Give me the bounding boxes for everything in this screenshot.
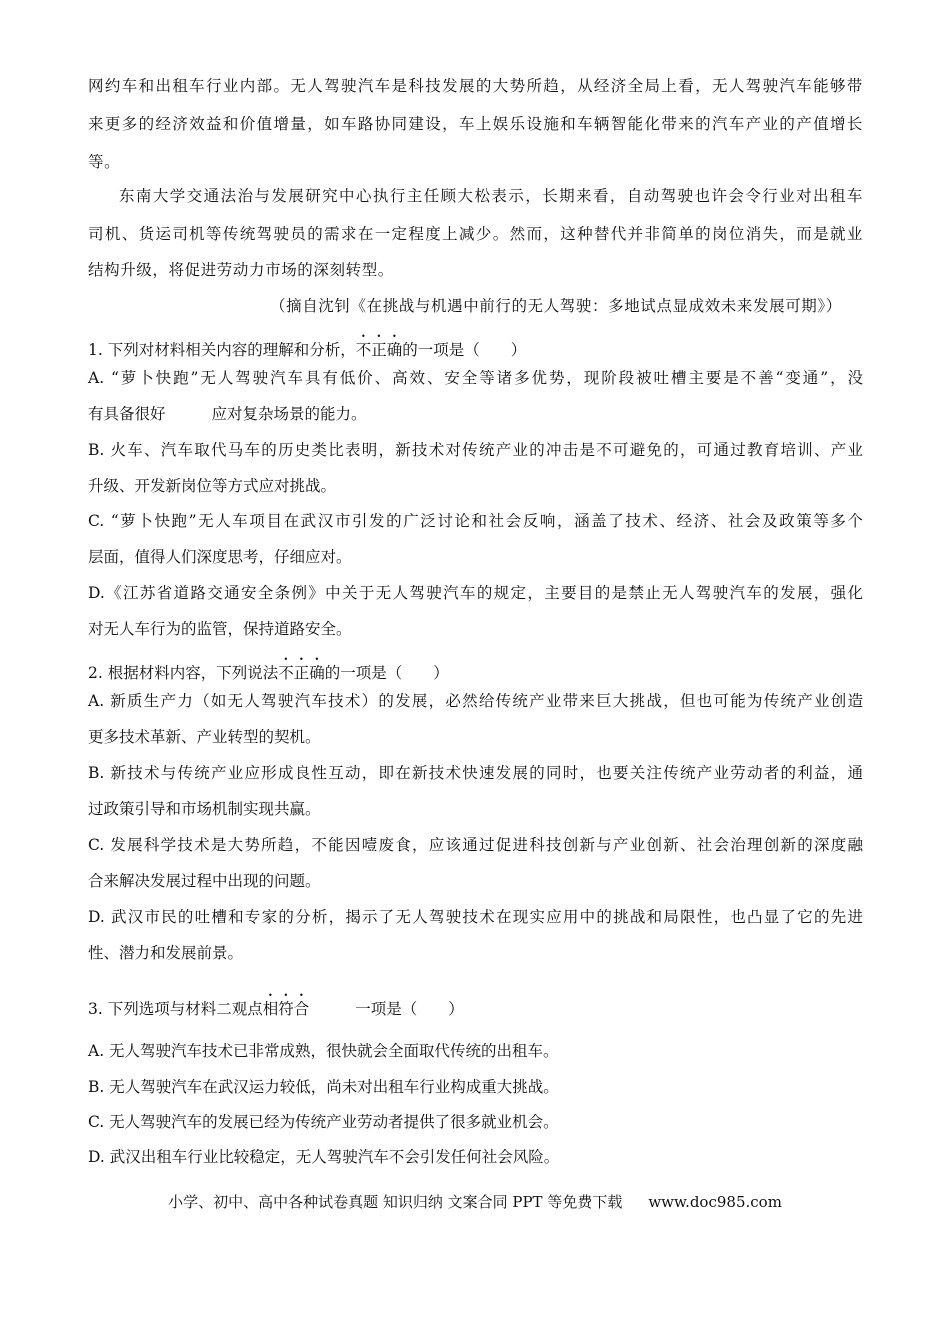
stem-text: 2. 根据材料内容，下列说法 <box>88 664 279 682</box>
emphasis-text: 不正确 <box>278 664 325 682</box>
option-a-cont <box>88 404 863 424</box>
passage-source: （摘自沈钊《在挑战与机遇中前行的无人驾驶：多地试点显成效未来发展可期》） <box>270 297 842 315</box>
passage-line: 结构升级，将促进劳动力市场的深刻转型。 <box>88 261 394 279</box>
option-b-cont: 升级、开发新岗位等方式应对挑战。 <box>88 477 337 495</box>
stem-text: 1. 下列对材料相关内容的理解和分析， <box>88 341 356 359</box>
question-1-stem <box>88 332 863 360</box>
option-c-cont: 合来解决发展过程中出现的问题。 <box>88 872 321 890</box>
emphasis-text: 相符合 <box>262 1000 310 1018</box>
footer-text: 小学、初中、高中各种试卷真题 知识归纳 文案合同 PPT 等免费下载 <box>168 1193 623 1211</box>
emphasis-text: 不正确 <box>355 341 403 359</box>
option-b: B. 火车、汽车取代马车的历史类比表明，新技术对传统产业的冲击是不可避免的，可通过教育培训、产业 <box>88 441 863 459</box>
option-a: A. 新质生产力（如无人驾驶汽车技术）的发展，必然给传统产业带来巨大挑战，但也可能为传统产业创造 <box>88 692 863 710</box>
option-b: B. 新技术与传统产业应形成良性互动，即在新技术快速发展的同时，也要关注传统产业劳动者的利益，通 <box>88 764 863 782</box>
option-d-cont: 性、潜力和发展前景。 <box>88 944 244 962</box>
question-3-stem <box>88 991 863 1019</box>
stem-text: 的一项是（ ） <box>402 341 527 359</box>
question-2-stem <box>88 655 863 683</box>
option-a: A. “萝卜快跑”无人驾驶汽车具有低价、高效、安全等诸多优势，现阶段被吐槽主要是不善“变通”，没 <box>88 369 863 387</box>
option-text: 有具备很好 <box>88 405 166 423</box>
option-d-cont: 对无人车行为的监管，保持道路安全。 <box>88 620 352 638</box>
option-c: C. 发展科学技术是大势所趋，不能因噎废食，应该通过促进科技创新与产业创新、社会治理创新的深度融 <box>88 836 863 854</box>
option-c-cont: 层面，值得人们深度思考，仔细应对。 <box>88 548 352 566</box>
option-d: D.《江苏省道路交通安全条例》中关于无人驾驶汽车的规定，主要目的是禁止无人驾驶汽车的发展，强化 <box>88 584 863 602</box>
option-text: 应对复杂场景的能力。 <box>211 405 367 423</box>
stem-text: 的一项是（ ） <box>324 664 449 682</box>
passage-line: 等。 <box>88 153 121 171</box>
option-c: C. “萝卜快跑”无人车项目在武汉市引发的广泛讨论和社会反响，涵盖了技术、经济、社会及政策等多个 <box>88 512 863 530</box>
option-a: A. 无人驾驶汽车技术已非常成熟，很快就会全面取代传统的出租车。 <box>88 1042 559 1060</box>
option-c: C. 无人驾驶汽车的发展已经为传统产业劳动者提供了很多就业机会。 <box>88 1113 559 1131</box>
passage-line: 东南大学交通法治与发展研究中心执行主任顾大松表示，长期来看，自动驾驶也许会令行业对出租车 <box>119 187 863 205</box>
option-b-cont: 过政策引导和市场机制实现共赢。 <box>88 800 321 818</box>
page-footer <box>0 1191 950 1212</box>
passage-line: 司机、货运司机等传统驾驶员的需求在一定程度上减少。然而，这种替代并非简单的岗位消失，而是就业 <box>88 225 863 243</box>
stem-text: 一项是（ ） <box>355 1000 464 1018</box>
option-a-cont: 更多技术革新、产业转型的契机。 <box>88 728 321 746</box>
footer-link[interactable]: www.doc985.com <box>648 1193 782 1211</box>
option-b: B. 无人驾驶汽车在武汉运力较低，尚未对出租车行业构成重大挑战。 <box>88 1078 559 1096</box>
option-d: D. 武汉出租车行业比较稳定，无人驾驶汽车不会引发任何社会风险。 <box>88 1148 560 1166</box>
option-d: D. 武汉市民的吐槽和专家的分析，揭示了无人驾驶技术在现实应用中的挑战和局限性，也凸显了它的先进 <box>88 908 863 926</box>
stem-text: 3. 下列选项与材料二观点 <box>88 1000 263 1018</box>
passage-line: 来更多的经济效益和价值增量，如车路协同建设，车上娱乐设施和车辆智能化带来的汽车产业的产值增长 <box>88 115 863 133</box>
passage-line: 网约车和出租车行业内部。无人驾驶汽车是科技发展的大势所趋，从经济全局上看，无人驾驶汽车能够带 <box>88 77 863 95</box>
